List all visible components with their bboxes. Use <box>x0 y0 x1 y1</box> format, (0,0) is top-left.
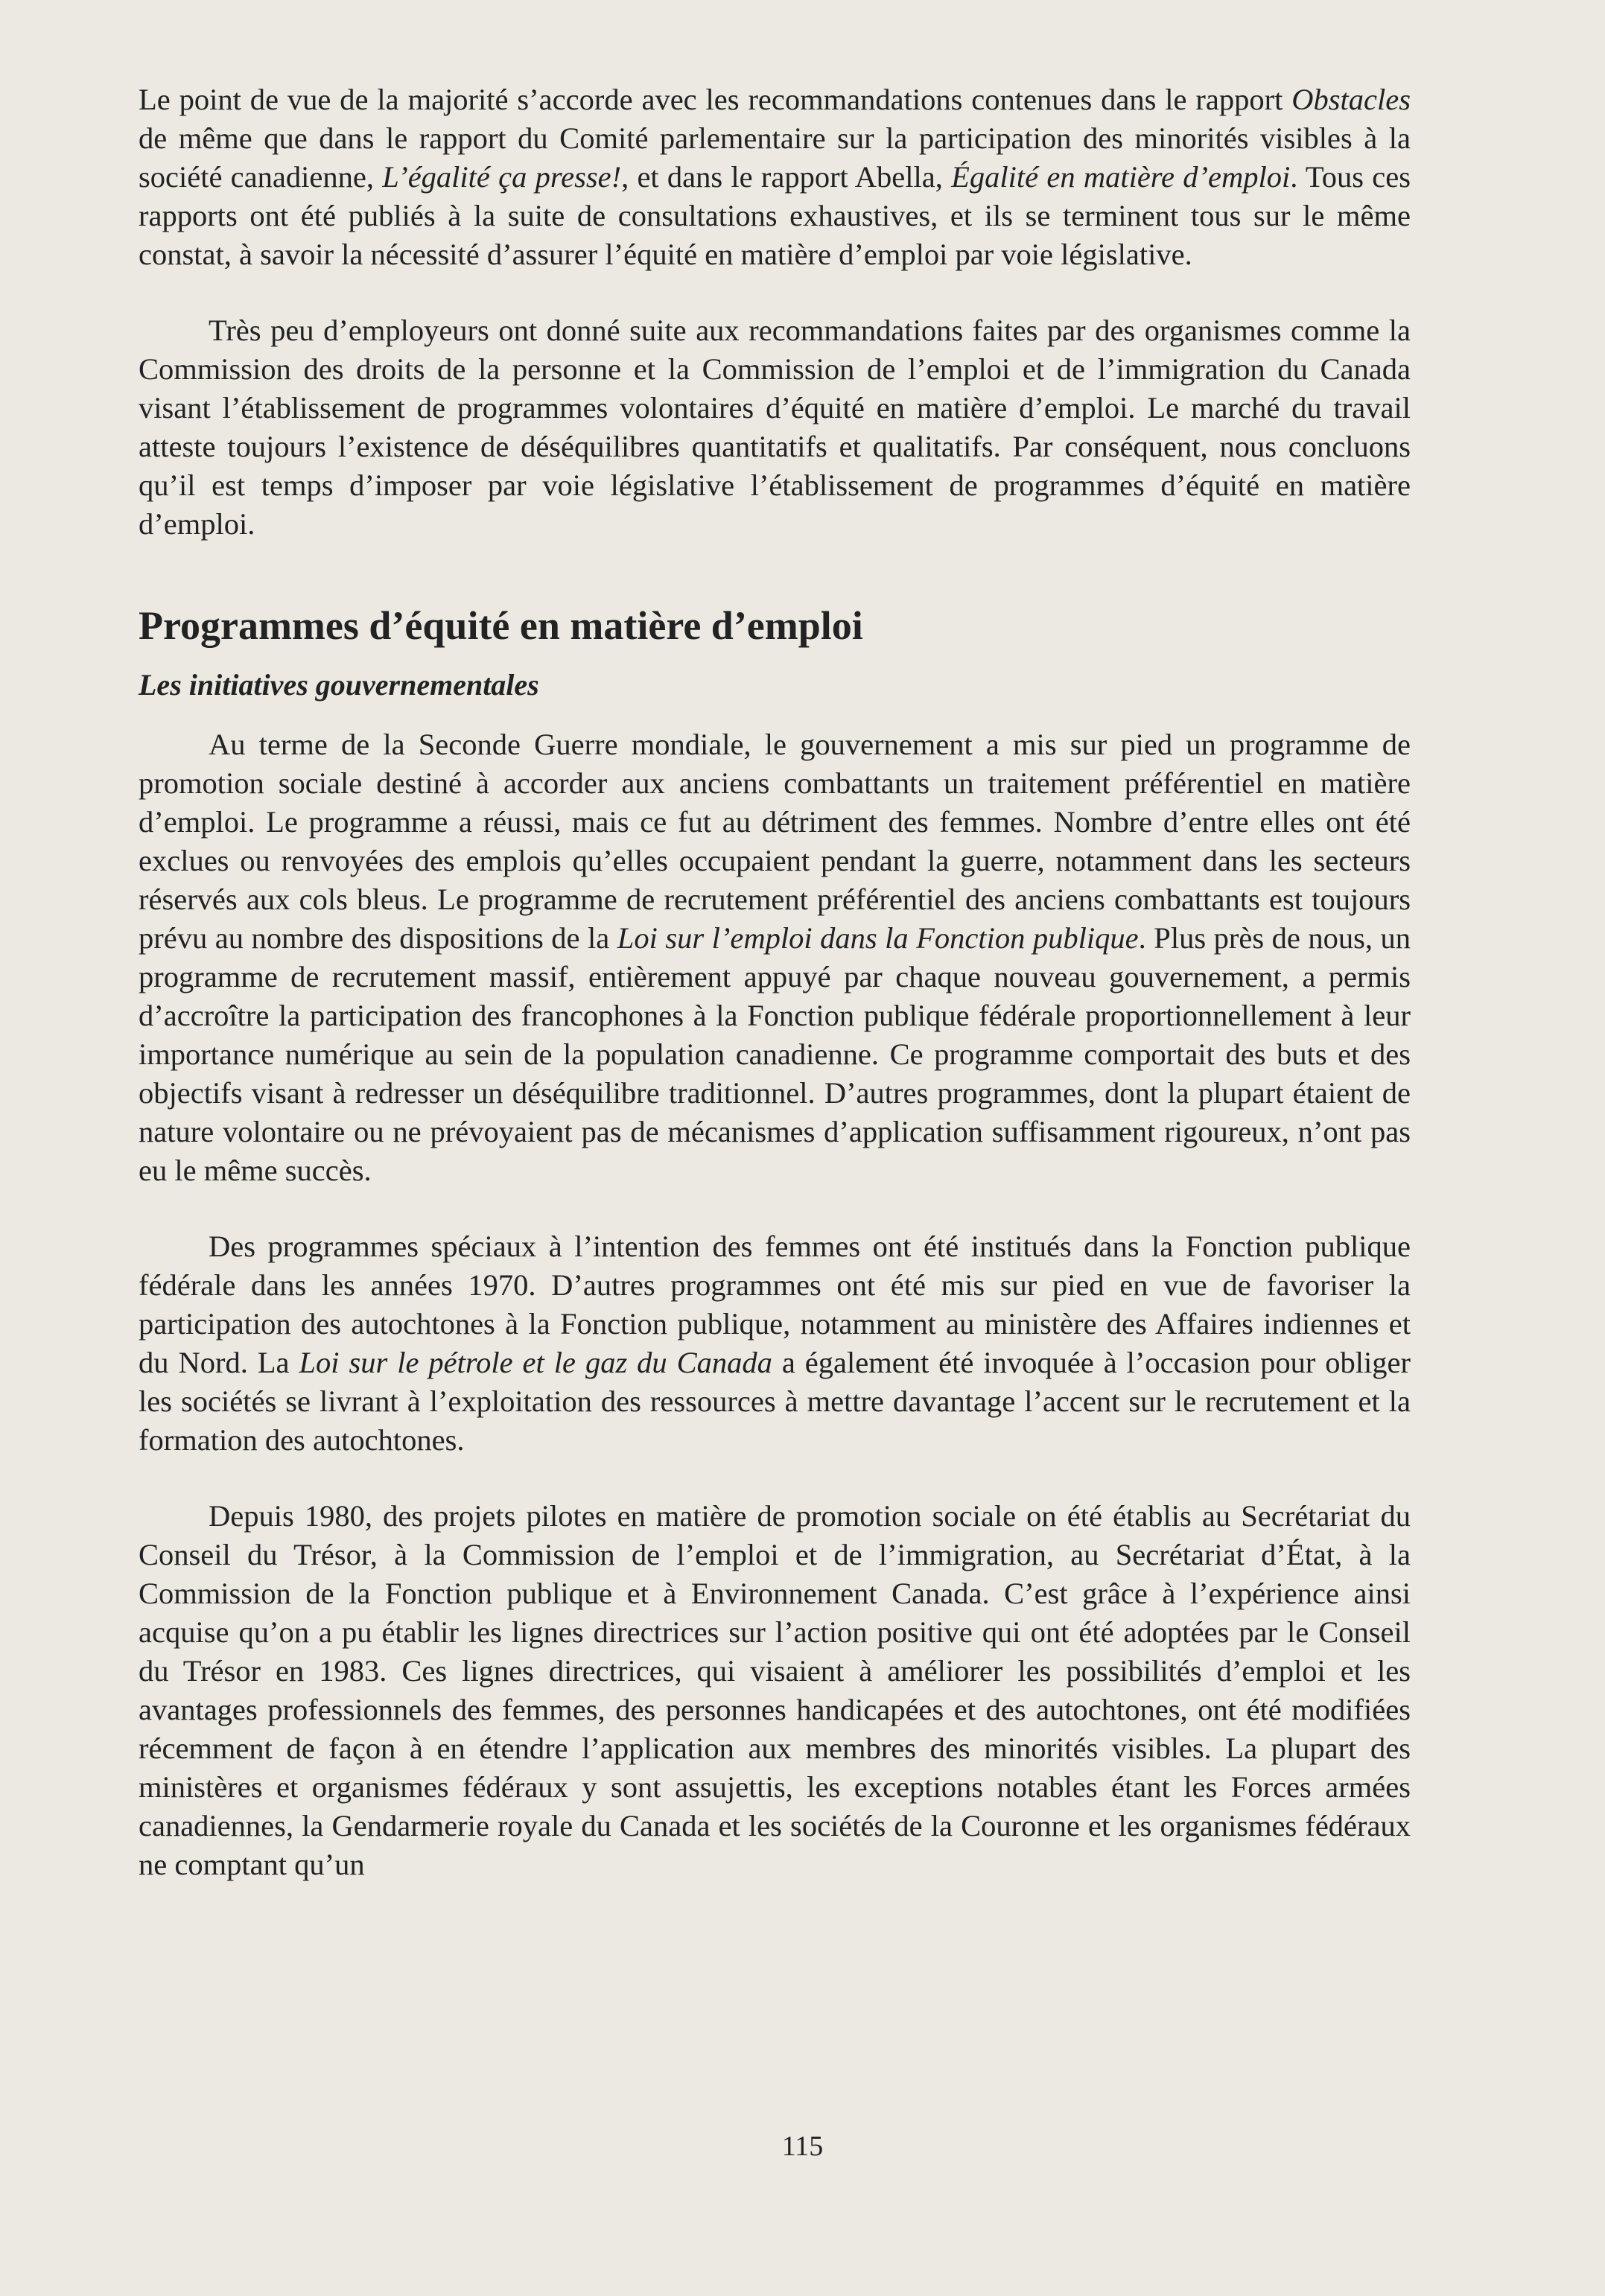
page-number: 115 <box>781 2131 824 2162</box>
paragraph-employers: Très peu d’employeurs ont donné suite aux recommandations faites par des organismes comme la Commission des droits de la personne et la Commission de l’emploi et de l’immigration du Canada visant l’établissement de programmes volontaires d’équité en matière d’emploi. Le marché du travail atteste toujours l’existence de déséquilibres quantitatifs et qualitatifs. Par conséquent, nous concluons qu’il est temps d’imposer par voie législative l’établissement de programmes d’équité en matière d’emploi. <box>139 314 1411 541</box>
law-title-petrole-gaz: Loi sur le pétrole et le gaz du Canada <box>299 1346 772 1379</box>
text-run: de même que dans le rapport du Comité parlementaire sur la participation des minorités visibles à la société canadienne, <box>139 121 1411 194</box>
text-run: Des programmes spéciaux à l’intention des femmes ont été institués dans la Fonction publique fédérale dans les années 1970. D’autres programmes ont été mis sur pied en vue de favoriser la participation des autochtones à la Fonction publique, notamment au ministère des Affaires indiennes et du Nord. La <box>139 1230 1411 1379</box>
subsection-heading: Les initiatives gouvernementales <box>139 668 539 702</box>
intro-paragraph <box>139 80 1411 274</box>
report-title-egalite-ca-presse: L’égalité ça presse! <box>382 160 622 194</box>
text-run: Le point de vue de la majorité s’accorde avec les recommandations contenues dans le rapport <box>139 83 1292 116</box>
law-title-emploi-fonction-publique: Loi sur l’emploi dans la Fonction publique <box>617 921 1139 955</box>
section-heading: Programmes d’équité en matière d’emploi <box>139 603 863 648</box>
page-body <box>139 80 1411 1884</box>
paragraph-post-war <box>139 725 1411 1190</box>
text-run: Au terme de la Seconde Guerre mondiale, le gouvernement a mis sur pied un programme de promotion sociale destiné à accorder aux anciens combattants un traitement préférentiel en matière d’emploi. Le programme a réussi, mais ce fut au détriment des femmes. Nombre d’entre elles ont été exclues ou renvoyées des emplois qu’elles occupaient pendant la guerre, notamment dans les secteurs réservés aux cols bleus. Le programme de recrutement préférentiel des anciens combattants est toujours prévu au nombre des dispositions de la <box>139 728 1411 955</box>
paragraph-pilot-projects: Depuis 1980, des projets pilotes en matière de promotion sociale on été établis au Secrétariat du Conseil du Trésor, à la Commission de l’emploi et de l’immigration, au Secrétariat d’État, à la Commission de la Fonction publique et à Environnement Canada. C’est grâce à l’expérience ainsi acquise qu’on a pu établir les lignes directrices sur l’action positive qui ont été adoptées par le Conseil du Trésor en 1983. Ces lignes directrices, qui visaient à améliorer les possibilités d’emploi et les avantages professionnels des femmes, des personnes handicapées et des autochtones, ont été modifiées récemment de façon à en étendre l’application aux membres des minorités visibles. La plupart des ministères et organismes fédéraux y sont assujettis, les exceptions notables étant les Forces armées canadiennes, la Gendarmerie royale du Canada et les sociétés de la Couronne et les organismes fédéraux ne comptant qu’un <box>139 1499 1411 1881</box>
paragraph-special-programs <box>139 1227 1411 1460</box>
text-run: a également été invoquée à l’occasion pour obliger les sociétés se livrant à l’exploitation des ressources à mettre davantage l’accent sur le recrutement et la formation des autochtones. <box>139 1346 1411 1457</box>
report-title-obstacles: Obstacles <box>1291 83 1411 116</box>
report-title-abella: Égalité en matière d’emploi <box>951 160 1291 194</box>
text-run: . Tous ces rapports ont été publiés à la suite de consultations exhaustives, et ils se terminent tous sur le même constat, à savoir la nécessité d’assurer l’équité en matière d’emploi par voie législative. <box>139 160 1411 271</box>
text-run: , et dans le rapport Abella, <box>621 160 952 194</box>
text-run: . Plus près de nous, un programme de recrutement massif, entièrement appuyé par chaque nouveau gouvernement, a permis d’accroître la participation des francophones à la Fonction publique fédérale proportionnellement à leur importance numérique au sein de la population canadienne. Ce programme comportait des buts et des objectifs visant à redresser un déséquilibre traditionnel. D’autres programmes, dont la plupart étaient de nature volontaire ou ne prévoyaient pas de mécanismes d’application suffisamment rigoureux, n’ont pas eu le même succès. <box>139 921 1411 1187</box>
